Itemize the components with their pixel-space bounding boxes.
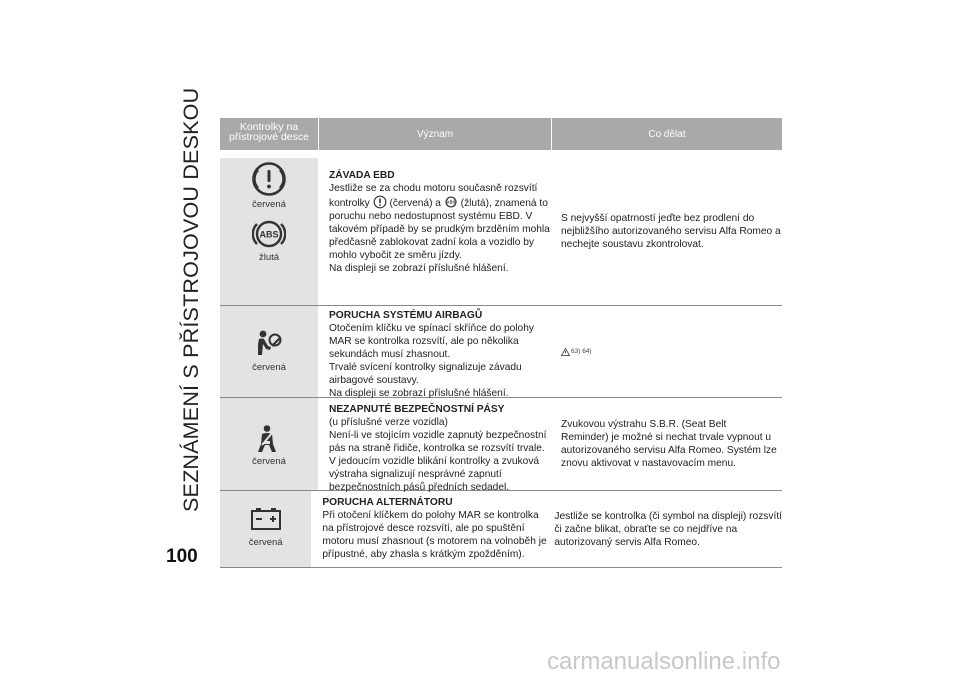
watermark: carmanualsonline.info <box>547 648 781 675</box>
section-title <box>166 87 206 512</box>
meaning-line: Při otočení klíčkem do polohy MAR se kontrolka <box>322 510 539 521</box>
icon-color-label: červená <box>252 362 286 373</box>
meaning-line: motoru musí zhasnout (s motorem na volnoběh je <box>322 536 547 547</box>
row-title: ZÁVADA EBD <box>329 170 395 181</box>
action-line: autorizovaný servis Alfa Romeo. <box>554 536 700 548</box>
table-row-ebd <box>220 158 782 306</box>
meaning-fragment: (žlutá), znamená to <box>460 198 548 209</box>
warning-reference <box>561 345 592 358</box>
meaning-line: MAR se kontrolka rozsvítí, ale po několika <box>329 336 519 347</box>
svg-text:ABS: ABS <box>259 229 279 240</box>
meaning-line: výstraha signalizují nesprávné zapnutí <box>329 469 502 480</box>
table-row-alternator <box>220 491 782 568</box>
meaning-line: airbagové soustavy. <box>329 375 419 386</box>
seatbelt-icon <box>254 424 284 454</box>
header-col1-line2: přístrojové desce <box>229 131 309 143</box>
action-line: Zvukovou výstrahu S.B.R. (Seat Belt <box>561 419 727 430</box>
action-cell <box>550 306 782 397</box>
icon-cell <box>220 158 318 305</box>
meaning-line: V jedoucím vozidle blikání kontrolky a zvuková <box>329 456 540 467</box>
meaning-line: bezpečnostních pásů předních sedadel. <box>329 482 510 493</box>
icon-color-label: červená <box>248 537 283 548</box>
meaning-cell <box>311 491 547 567</box>
airbag-icon <box>253 328 285 360</box>
meaning-line: Na displeji se zobrazí příslušné hlášení. <box>329 388 509 399</box>
action-cell <box>550 398 782 490</box>
icon-color-label: červená <box>252 456 286 467</box>
meaning-line: Trvalé svícení kontrolky signalizuje závadu <box>329 362 522 373</box>
page-number: 100 <box>166 546 198 567</box>
abs-icon <box>252 218 286 250</box>
row-title: NEZAPNUTÉ BEZPEČNOSTNÍ PÁSY <box>329 404 505 415</box>
warning-triangle-icon <box>561 348 570 356</box>
table-row-seatbelt <box>220 398 782 491</box>
action-line: nechejte soustavu zkontrolovat. <box>561 239 704 250</box>
header-meaning: Význam <box>319 118 551 150</box>
action-line: S nejvyšší opatrností jeďte bez prodlení do <box>561 213 755 224</box>
action-cell <box>543 491 782 567</box>
icon-cell <box>220 306 318 397</box>
meaning-line: takovém případě by se prudkým brzděním mohla <box>329 224 550 235</box>
icon-color-label: žlutá <box>258 252 280 263</box>
meaning-fragment: kontrolky <box>329 198 370 209</box>
meaning-line: (u příslušné verze vozidla) <box>329 417 448 428</box>
meaning-fragment: (červená) a <box>389 198 441 209</box>
meaning-line: na přístrojové desce rozsvítí, ale po spuštění <box>322 523 525 534</box>
warning-reference-text: 63) 64) <box>571 348 592 355</box>
header-col1-line1: Kontrolky na <box>239 121 299 133</box>
warning-lights-table <box>220 118 782 568</box>
meaning-line: přípustné, aby zhasla s krátkým zpožděním). <box>322 549 525 560</box>
action-line: nejbližšího autorizovaného servisu Alfa Romeo a <box>561 226 781 237</box>
header-action: Co dělat <box>552 118 782 150</box>
action-line: Reminder) je možné si nechat trvale vypnout u <box>561 432 772 443</box>
icon-cell <box>220 398 318 490</box>
icon-cell <box>220 491 311 567</box>
meaning-line: Otočením klíčku ve spínací skříňce do polohy <box>329 323 534 334</box>
icon-color-label: červená <box>252 199 286 210</box>
meaning-line: Na displeji se zobrazí příslušné hlášení. <box>329 263 509 274</box>
brake-warning-icon <box>251 161 287 197</box>
section-title-text: SEZNÁMENÍ S PŘÍSTROJOVOU DESKOU <box>179 87 203 512</box>
brake-warning-icon-inline <box>373 195 387 209</box>
header-warning-lights <box>220 118 318 150</box>
meaning-line: poruchu nebo nedostupnost systému EBD. V <box>329 211 533 222</box>
meaning-line: sekundách musí zhasnout. <box>329 349 451 360</box>
meaning-line: předčasně zablokovat zadní kola a vozidlo by <box>329 237 535 248</box>
action-line: či začne blikat, obraťte se co nejdříve na <box>554 523 738 535</box>
meaning-line: Není-li ve stojícím vozidle zapnutý bezpečnostní <box>329 430 547 441</box>
meaning-line: pás na straně řidiče, kontrolka se rozsvítí trvale. <box>329 443 545 454</box>
row-title: PORUCHA SYSTÉMU AIRBAGŮ <box>329 310 483 321</box>
svg-text:ABS: ABS <box>446 199 456 205</box>
row-title: PORUCHA ALTERNÁTORU <box>322 497 453 508</box>
meaning-cell <box>318 158 550 305</box>
meaning-line-with-icons <box>329 195 550 210</box>
action-line: autorizovaného servisu Alfa Romeo. Systém lze <box>561 445 777 456</box>
abs-icon-inline <box>444 195 458 209</box>
meaning-cell <box>318 398 550 493</box>
battery-icon <box>250 506 282 532</box>
action-line: znovu aktivovat v nastavovacím menu. <box>561 458 736 469</box>
table-header <box>220 118 782 150</box>
meaning-cell <box>318 306 550 397</box>
table-row-airbag <box>220 306 782 398</box>
action-line: Jestliže se kontrolka (či symbol na displeji) rozsvítí <box>554 510 782 522</box>
meaning-line: mohlo vybočit ze směru jízdy. <box>329 250 462 261</box>
action-cell <box>550 158 782 305</box>
meaning-line: Jestliže se za chodu motoru současně rozsvítí <box>329 183 538 194</box>
